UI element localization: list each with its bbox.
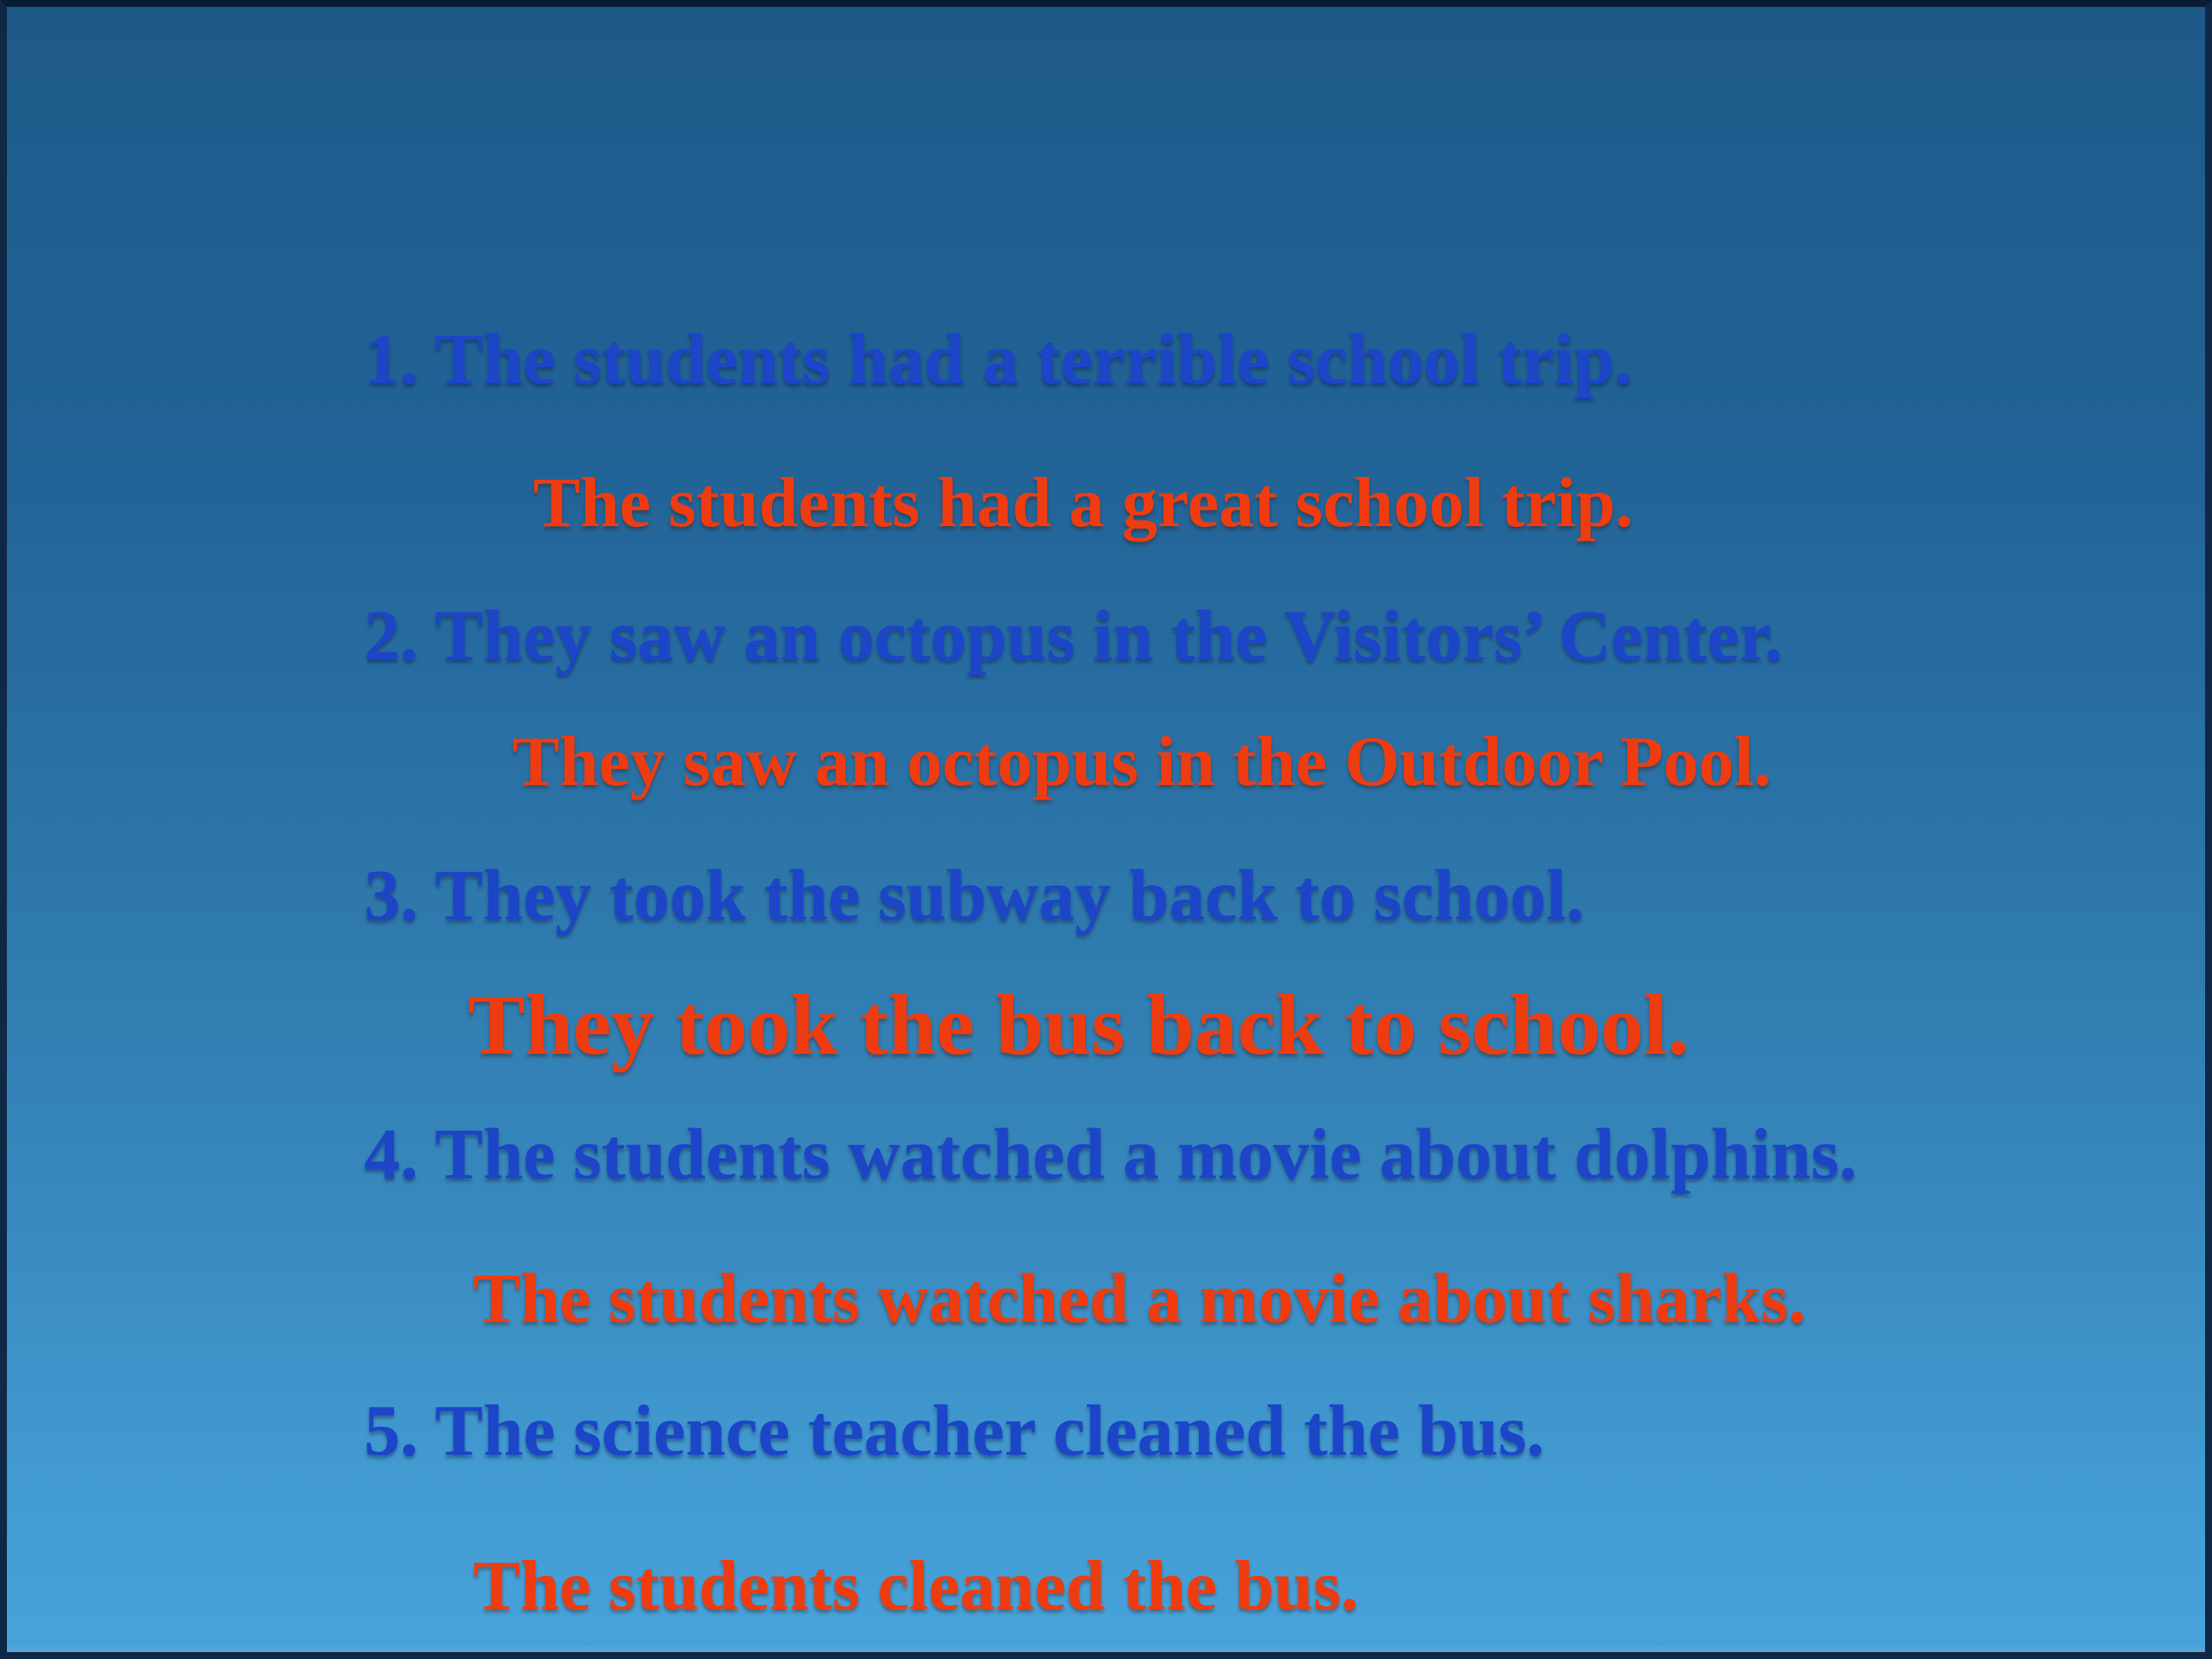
correction-4: The students watched a movie about sharks. — [473, 1259, 1806, 1337]
correction-2: They saw an octopus in the Outdoor Pool. — [512, 722, 1772, 800]
correction-5: The students cleaned the bus. — [473, 1546, 1359, 1624]
correction-3: They took the bus back to school. — [468, 978, 1690, 1073]
statement-2: 2. They saw an octopus in the Visitors’ Center. — [364, 596, 1783, 676]
statement-1: 1. The students had a terrible school trip. — [364, 320, 1633, 399]
correction-1: The students had a great school trip. — [533, 463, 1634, 541]
statement-3: 3. They took the subway back to school. — [364, 856, 1584, 935]
statement-5: 5. The science teacher cleaned the bus. — [364, 1391, 1545, 1471]
statement-4: 4. The students watched a movie about dolphins. — [364, 1114, 1857, 1194]
